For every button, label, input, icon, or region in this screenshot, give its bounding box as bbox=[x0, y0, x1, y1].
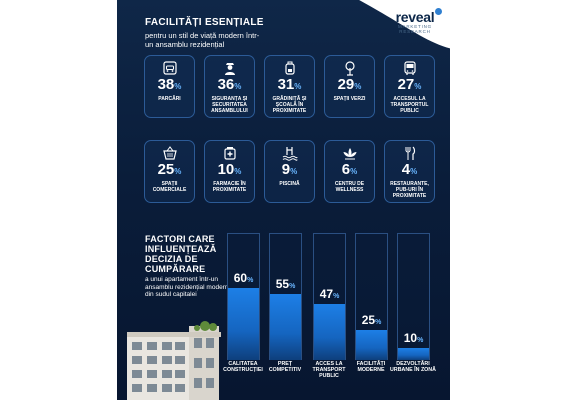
bar-category-label: ACCES LA TRANSPORT PUBLIC bbox=[312, 361, 346, 380]
page-subtitle: pentru un stil de viață modern într-un ansamblu rezidențial bbox=[145, 31, 260, 49]
bar-value: 55 bbox=[275, 277, 290, 291]
facility-label: GRĂDINIȚĂ ȘI ȘCOALĂ ÎN PROXIMITATE bbox=[272, 96, 307, 115]
facility-percent bbox=[385, 162, 434, 180]
facility-label: FARMACIE ÎN PROXIMITATE bbox=[212, 181, 247, 194]
bar bbox=[270, 294, 301, 360]
facility-value: 31 bbox=[277, 76, 295, 93]
bar-category-label: CALITATEA CONSTRUCȚIEI bbox=[223, 361, 263, 374]
facility-card bbox=[384, 140, 435, 203]
bar-data-label bbox=[356, 313, 387, 327]
bar-column bbox=[397, 233, 430, 360]
bar-unit: % bbox=[333, 293, 340, 300]
brand-logo bbox=[385, 10, 445, 34]
facility-percent bbox=[145, 162, 194, 180]
facility-unit: % bbox=[174, 167, 182, 176]
facility-card bbox=[384, 55, 435, 118]
logo-subtitle: MARKETING RESEARCH bbox=[398, 24, 432, 34]
facility-label: PISCINĂ bbox=[279, 181, 300, 187]
bar-category-label: DEZVOLTĂRI URBANE ÎN ZONĂ bbox=[390, 361, 436, 374]
facility-percent bbox=[325, 162, 374, 180]
facility-value: 9 bbox=[281, 161, 291, 178]
facility-percent bbox=[265, 162, 314, 180]
facility-card bbox=[144, 55, 195, 118]
bar-column bbox=[313, 233, 346, 360]
basket-icon bbox=[145, 146, 194, 160]
facility-label: ACCESUL LA TRANSPORTUL PUBLIC bbox=[390, 96, 429, 115]
bar bbox=[228, 288, 259, 360]
facility-percent bbox=[145, 77, 194, 95]
facility-label: SPAȚII VERZI bbox=[333, 96, 366, 102]
pharmacy-icon bbox=[205, 146, 254, 160]
car-icon bbox=[145, 61, 194, 75]
facility-value: 38 bbox=[157, 76, 175, 93]
facility-unit: % bbox=[234, 167, 242, 176]
bar-value: 10 bbox=[403, 331, 418, 345]
backpack-icon bbox=[265, 61, 314, 75]
facility-card bbox=[264, 140, 315, 203]
facility-unit: % bbox=[410, 167, 418, 176]
facility-value: 10 bbox=[217, 161, 235, 178]
lotus-icon bbox=[325, 146, 374, 160]
facility-percent bbox=[325, 77, 374, 95]
building-illustration bbox=[117, 318, 227, 400]
bar-column bbox=[227, 233, 260, 360]
facility-unit: % bbox=[294, 82, 302, 91]
facility-unit: % bbox=[174, 82, 182, 91]
facility-percent bbox=[385, 77, 434, 95]
facility-unit: % bbox=[354, 82, 362, 91]
facility-card bbox=[324, 140, 375, 203]
facility-card bbox=[204, 55, 255, 118]
bar-data-label bbox=[228, 271, 259, 285]
bar-value: 47 bbox=[319, 287, 334, 301]
bar-value: 25 bbox=[361, 313, 376, 327]
facility-card bbox=[324, 55, 375, 118]
facility-value: 36 bbox=[217, 76, 235, 93]
bar-data-label bbox=[314, 287, 345, 301]
cutlery-icon bbox=[385, 146, 434, 160]
facility-value: 6 bbox=[341, 161, 351, 178]
facility-card bbox=[144, 140, 195, 203]
facility-label: SIGURANȚA ȘI SECURITATEA ANSAMBLULUI bbox=[211, 96, 248, 115]
bar-unit: % bbox=[375, 319, 382, 326]
facility-unit: % bbox=[414, 82, 422, 91]
facility-unit: % bbox=[290, 167, 298, 176]
bar-data-label bbox=[270, 277, 301, 291]
infographic-poster bbox=[117, 0, 450, 400]
facility-unit: % bbox=[350, 167, 358, 176]
guard-icon bbox=[205, 61, 254, 75]
facility-value: 29 bbox=[337, 76, 355, 93]
facility-value: 27 bbox=[397, 76, 415, 93]
facility-percent bbox=[265, 77, 314, 95]
logo-wordmark: reveal bbox=[395, 9, 435, 25]
facility-percent bbox=[205, 77, 254, 95]
page-title: FACILITĂȚI ESENȚIALE bbox=[145, 17, 264, 28]
facility-label: RESTAURANTE, PUB-URI ÎN PROXIMITATE bbox=[390, 181, 429, 200]
facility-value: 4 bbox=[401, 161, 411, 178]
bar bbox=[314, 304, 345, 360]
bar-unit: % bbox=[417, 337, 424, 344]
bus-icon bbox=[385, 61, 434, 75]
bar-column bbox=[269, 233, 302, 360]
bar-value: 60 bbox=[233, 271, 248, 285]
bar-data-label bbox=[398, 331, 429, 345]
facility-card bbox=[264, 55, 315, 118]
facility-label: CENTRU DE WELLNESS bbox=[334, 181, 365, 194]
pool-icon bbox=[265, 146, 314, 160]
bar-category-label: PREȚ COMPETITIV bbox=[268, 361, 302, 374]
logo-dot-icon bbox=[435, 8, 442, 15]
bar-unit: % bbox=[289, 283, 296, 290]
facility-percent bbox=[205, 162, 254, 180]
facility-unit: % bbox=[234, 82, 242, 91]
facility-label: PARCĂRI bbox=[158, 96, 181, 102]
bar-category-label: FACILITĂȚI MODERNE bbox=[356, 361, 386, 374]
facility-label: SPAȚII COMERCIALE bbox=[152, 181, 187, 194]
facility-value: 25 bbox=[157, 161, 175, 178]
bar-unit: % bbox=[247, 277, 254, 284]
bar bbox=[398, 348, 429, 360]
tree-icon bbox=[325, 61, 374, 75]
factors-title: FACTORI CARE INFLUENȚEAZĂ DECIZIA DE CUMPĂRARE bbox=[145, 234, 217, 274]
factors-subtitle: a unui apartament într-un ansamblu rezidențial modern din sudul capitalei bbox=[145, 276, 229, 298]
facility-card bbox=[204, 140, 255, 203]
bar bbox=[356, 330, 387, 360]
bar-column bbox=[355, 233, 388, 360]
